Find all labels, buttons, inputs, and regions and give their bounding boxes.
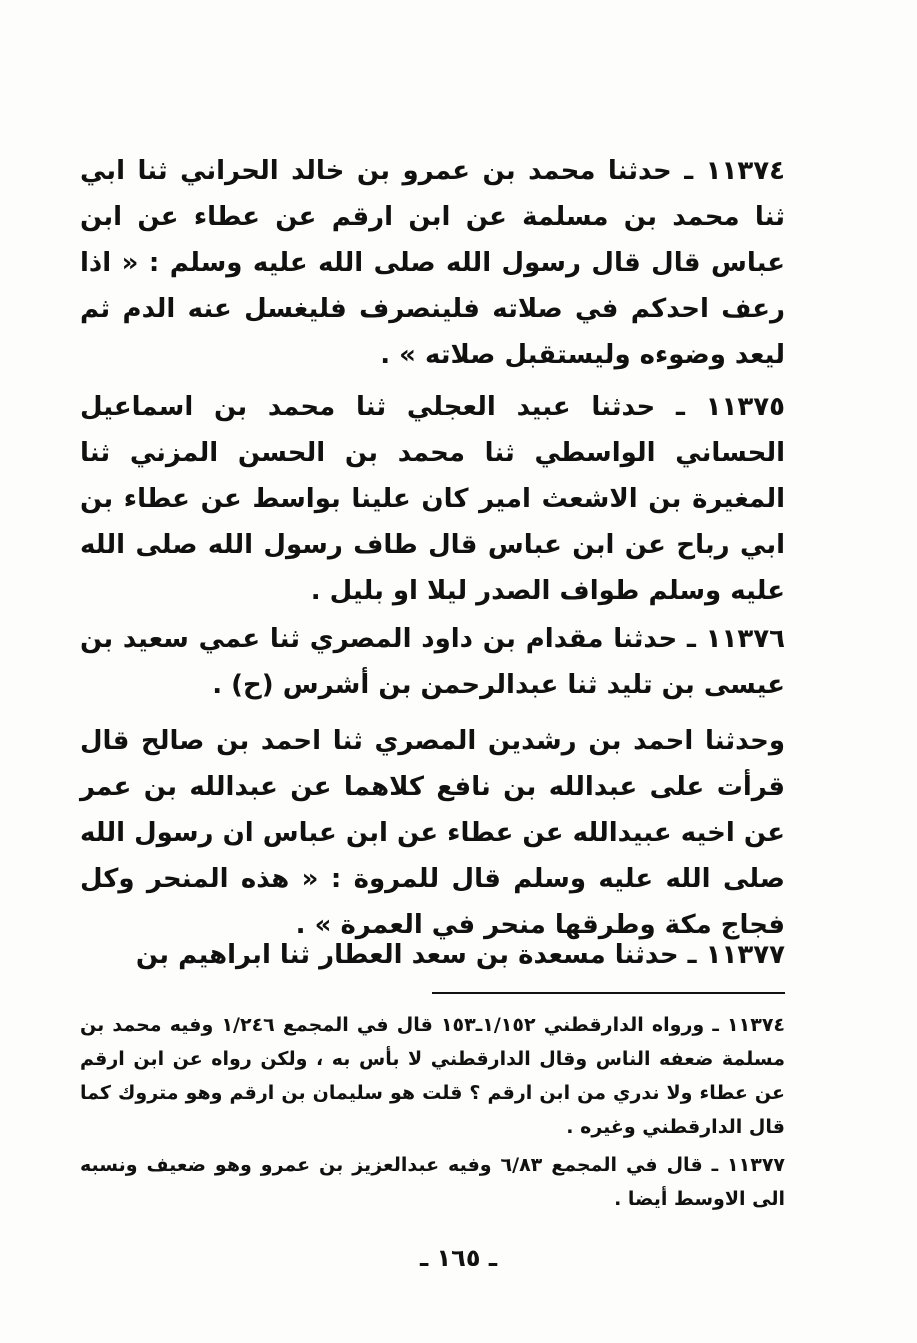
hadith-text: وحدثنا احمد بن رشدين المصري ثنا احمد بن صالح قال قرأت على عبدالله بن نافع كلاهما عن عبدالله بن عمر عن اخيه عبيدالله عن عطاء عن ابن عباس ان رسول الله صلى الله عليه وسلم قال للمروة : « هذه المنحر وكل فجاج مكة وطرقها منحر في العمرة » . — [80, 726, 785, 940]
footnote: ١١٣٧٤ ـ ورواه الدارقطني ١/١٥٢ـ١٥٣ قال في المجمع ١/٢٤٦ وفيه محمد بن مسلمة ضعفه الناس وقال الدارقطني لا بأس به ، ولكن رواه عن ابن ارقم عن عطاء ولا ندري من ابن ارقم ؟ قلت هو سليمان بن ارقم وهو متروك كما قال الدارقطني وغيره . — [80, 1014, 786, 1138]
hadith-number: ١١٣٧٧ — [705, 940, 785, 970]
footnote-divider — [432, 992, 785, 994]
footnote: ١١٣٧٧ ـ قال في المجمع ٦/٨٣ وفيه عبدالعزيز بن عمرو وهو ضعيف ونسبه الى الاوسط أيضا . — [80, 1154, 786, 1210]
hadith-number: ١١٣٧٤ — [705, 156, 785, 186]
hadith-paragraph — [80, 148, 785, 378]
page-number: ـ ١٦٥ ـ — [419, 1244, 498, 1272]
hadith-paragraph — [80, 384, 785, 614]
hadith-text: ـ حدثنا مسعدة بن سعد العطار ثنا ابراهيم بن — [135, 940, 697, 970]
hadith-paragraph — [136, 932, 785, 978]
hadith-number: ١١٣٧٥ — [705, 392, 785, 422]
hadith-number: ١١٣٧٦ — [705, 624, 785, 654]
hadith-text: ـ حدثنا محمد بن عمرو بن خالد الحراني ثنا ابي ثنا محمد بن مسلمة عن ابن ارقم عن عطاء عن ابن عباس قال قال رسول الله صلى الله عليه وسلم : « اذا رعف احدكم في صلاته فلينصرف فليغسل عنه الدم ثم ليعد وضوءه وليستقبل صلاته » . — [80, 156, 785, 370]
hadith-text: ـ حدثنا مقدام بن داود المصري ثنا عمي سعيد بن عيسى بن تليد ثنا عبدالرحمن بن أشرس (ح) . — [80, 624, 785, 700]
hadith-paragraph — [80, 718, 785, 948]
hadith-text: ـ حدثنا عبيد العجلي ثنا محمد بن اسماعيل الحساني الواسطي ثنا محمد بن الحسن المزني ثنا المغيرة بن الاشعث امير كان علينا بواسط عن عطاء بن ابي رباح عن ابن عباس قال طاف رسول الله صلى الله عليه وسلم طواف الصدر ليلا او بليل . — [80, 392, 785, 606]
hadith-paragraph — [80, 616, 785, 708]
